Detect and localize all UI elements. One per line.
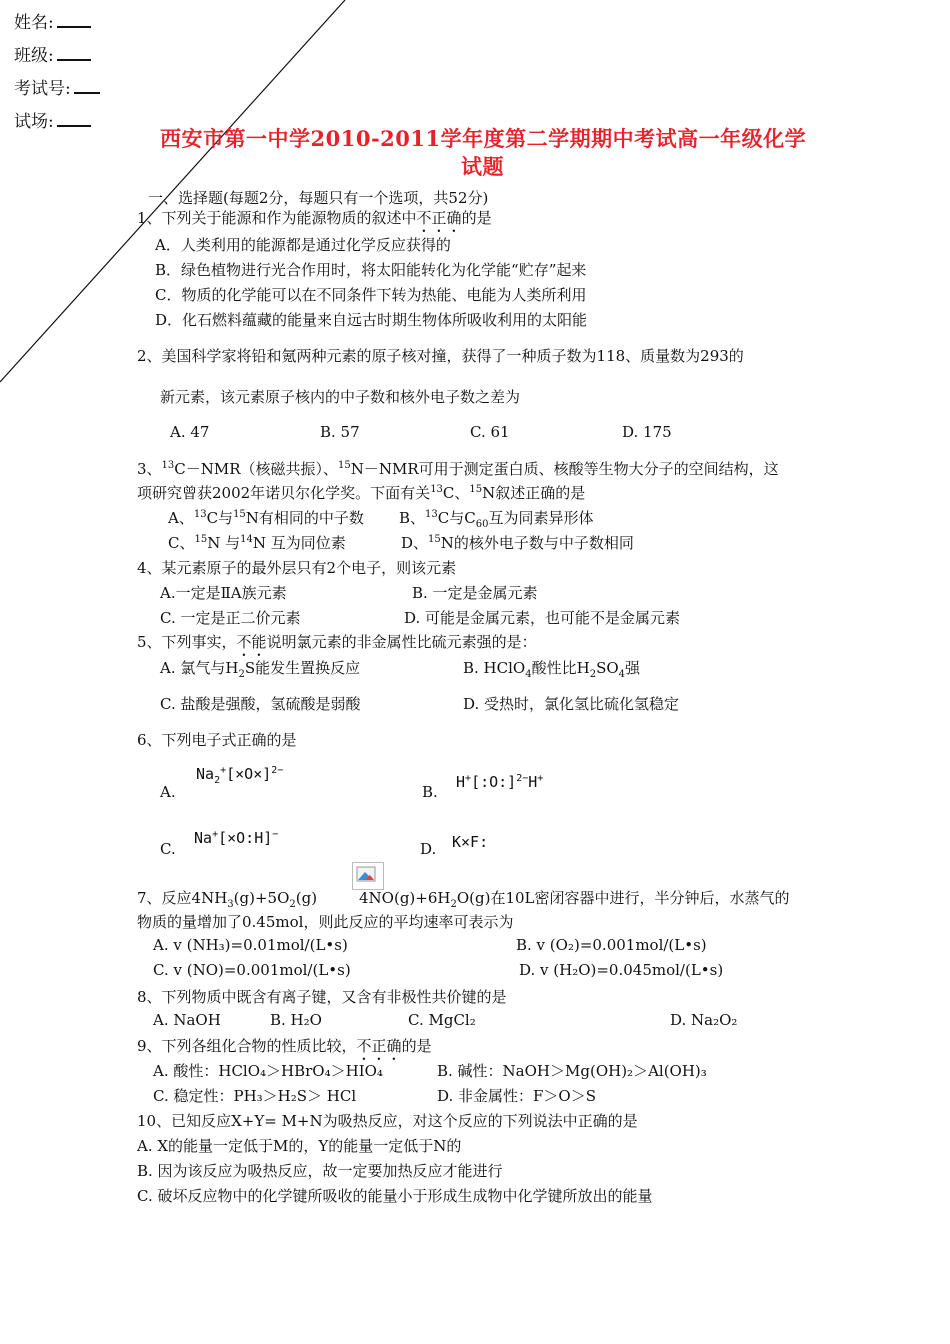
exam-no-field bbox=[14, 74, 100, 99]
section-heading: 一、选择题(每题2分，每题只有一个选项，共52分) bbox=[148, 189, 489, 207]
class-blank[interactable] bbox=[57, 45, 91, 61]
q5-stem: 5、下列事实，不能说明氯元素的非金属性比硫元素强的是： bbox=[137, 633, 537, 651]
q3-stem-line2: 项研究曾获2002年诺贝尔化学奖。下面有关$^{13}$C、$^{15}$N叙述正确的是 bbox=[137, 484, 586, 502]
page-title: 西安市第一中学2010-2011学年度第二学期期中考试高一年级化学 bbox=[160, 126, 807, 151]
q5-option-a[interactable]: A. 氯气与$H_2S$能发生置换反应 bbox=[160, 659, 361, 680]
q4-option-b[interactable]: B. 一定是金属元素 bbox=[412, 584, 538, 602]
q1-option-d[interactable]: D．化石燃料蕴藏的能量来自远古时期生物体所吸收利用的太阳能 bbox=[155, 311, 588, 329]
q9-stem: 9、下列各组化合物的性质比较，不正确的是 bbox=[137, 1037, 432, 1055]
name-blank[interactable] bbox=[57, 12, 91, 28]
q8-option-c[interactable]: C. MgCl₂ bbox=[408, 1011, 476, 1029]
q9-option-b[interactable]: B. 碱性：NaOH＞Mg(OH)₂＞Al(OH)₃ bbox=[437, 1062, 707, 1080]
q3-option-b[interactable]: B、$^{13}$C与$C_{60}$互为同素异形体 bbox=[399, 509, 594, 530]
q6-option-a[interactable]: A. bbox=[160, 783, 176, 801]
q7-stem: 7、反应$4NH_3(g)+5O_2(g)$ bbox=[137, 889, 318, 910]
q4-stem: 4、某元素原子的最外层只有2个电子，则该元素 bbox=[137, 559, 457, 577]
missing-image-icon bbox=[352, 862, 384, 890]
q7-option-a[interactable]: A. v (NH₃)=0.01mol/(L•s) bbox=[153, 936, 348, 954]
q1-option-b[interactable]: B．绿色植物进行光合作用时，将太阳能转化为化学能“贮存”起来 bbox=[155, 261, 587, 279]
electron-formula-a: $Na_2^+[\times O\times]^{2-}$ bbox=[196, 765, 284, 786]
q10-option-c[interactable]: C. 破坏反应物中的化学键所吸收的能量小于形成生成物中化学键所放出的能量 bbox=[137, 1187, 653, 1205]
q5-option-b[interactable]: B. HClO$_4$酸性比$H_2SO_4$强 bbox=[463, 659, 641, 680]
exam-no-label: 考试号: bbox=[14, 79, 71, 99]
q9-option-a[interactable]: A. 酸性：HClO₄＞HBrO₄＞HIO₄ bbox=[153, 1062, 383, 1080]
q2-stem-line2: 新元素，该元素原子核内的中子数和核外电子数之差为 bbox=[160, 388, 521, 406]
q7-option-d[interactable]: D. v (H₂O)=0.045mol/(L•s) bbox=[519, 961, 724, 979]
page-title-line2: 试题 bbox=[461, 154, 504, 179]
q2-stem: 2、美国科学家将铅和氪两种元素的原子核对撞，获得了一种质子数为118、质量数为293的 bbox=[137, 347, 744, 365]
q9-option-d[interactable]: D. 非金属性：F＞O＞S bbox=[437, 1087, 597, 1105]
name-field bbox=[14, 8, 91, 33]
q5-option-d[interactable]: D. 受热时，氯化氢比硫化氢稳定 bbox=[463, 695, 680, 713]
q7-option-c[interactable]: C. v (NO)=0.001mol/(L•s) bbox=[153, 961, 351, 979]
q6-stem: 6、下列电子式正确的是 bbox=[137, 731, 297, 749]
q7-stem-cont: $4NO(g)+6H_2O(g)$在10L密闭容器中进行，半分钟后，水蒸气的 bbox=[359, 889, 790, 910]
emphasis-text: 不正确 bbox=[416, 209, 462, 227]
q1-option-a[interactable]: A．人类利用的能源都是通过化学反应获得的 bbox=[155, 236, 451, 254]
electron-formula-d: K×F: bbox=[452, 833, 489, 851]
q8-option-a[interactable]: A. NaOH bbox=[153, 1011, 221, 1029]
q6-option-d[interactable]: D. bbox=[420, 840, 437, 858]
exam-no-blank[interactable] bbox=[74, 78, 100, 94]
q8-stem: 8、下列物质中既含有离子键，又含有非极性共价键的是 bbox=[137, 988, 507, 1006]
q10-option-b[interactable]: B. 因为该反应为吸热反应，故一定要加热反应才能进行 bbox=[137, 1162, 503, 1180]
q2-option-a[interactable]: A. 47 bbox=[170, 423, 210, 441]
room-label: 试场: bbox=[14, 112, 54, 132]
class-label: 班级: bbox=[14, 46, 54, 66]
q1-option-c[interactable]: C．物质的化学能可以在不同条件下转为热能、电能为人类所利用 bbox=[155, 286, 587, 304]
emphasis-text: 不能 bbox=[236, 633, 267, 651]
q5-option-c[interactable]: C. 盐酸是强酸，氢硫酸是弱酸 bbox=[160, 695, 361, 713]
room-field bbox=[14, 107, 91, 132]
q7-option-b[interactable]: B. v (O₂)=0.001mol/(L•s) bbox=[516, 936, 707, 954]
q10-option-a[interactable]: A. X的能量一定低于M的，Y的能量一定低于N的 bbox=[137, 1137, 462, 1155]
q2-option-d[interactable]: D. 175 bbox=[622, 423, 672, 441]
q10-stem: 10、已知反应X+Y= M+N为吸热反应，对这个反应的下列说法中正确的是 bbox=[137, 1112, 638, 1130]
q3-option-a[interactable]: A、$^{13}$C与$^{15}$N有相同的中子数 bbox=[168, 509, 364, 527]
class-field bbox=[14, 41, 91, 66]
q3-option-d[interactable]: D、$^{15}$N的核外电子数与中子数相同 bbox=[401, 534, 634, 552]
q2-option-c[interactable]: C. 61 bbox=[470, 423, 510, 441]
q8-option-d[interactable]: D. Na₂O₂ bbox=[670, 1011, 738, 1029]
emphasis-text: 不正确 bbox=[356, 1037, 402, 1055]
q4-option-d[interactable]: D. 可能是金属元素，也可能不是金属元素 bbox=[404, 609, 681, 627]
electron-formula-b: H+[:O:]$^{2-}$H+ bbox=[456, 773, 544, 791]
q6-option-c[interactable]: C. bbox=[160, 840, 176, 858]
name-label: 姓名: bbox=[14, 13, 54, 33]
room-blank[interactable] bbox=[57, 111, 91, 127]
q8-option-b[interactable]: B. H₂O bbox=[270, 1011, 322, 1029]
q4-option-a[interactable]: A.一定是ⅡA族元素 bbox=[160, 584, 287, 602]
q3-option-c[interactable]: C、$^{15}$N 与$^{14}$N 互为同位素 bbox=[168, 534, 346, 552]
q2-option-b[interactable]: B. 57 bbox=[320, 423, 360, 441]
q1-stem: 1、下列关于能源和作为能源物质的叙述中不正确的是 bbox=[137, 209, 492, 227]
q3-stem: 3、$^{13}$C－NMR（核磁共振）、$^{15}$N－NMR可用于测定蛋白质、核酸等生物大分子的空间结构，这 bbox=[137, 460, 779, 478]
q7-stem-line2: 物质的量增加了0.45mol，则此反应的平均速率可表示为 bbox=[137, 913, 514, 931]
q6-option-b[interactable]: B. bbox=[422, 783, 438, 801]
q9-option-c[interactable]: C. 稳定性：PH₃＞H₂S＞ HCl bbox=[153, 1087, 357, 1105]
q4-option-c[interactable]: C. 一定是正二价元素 bbox=[160, 609, 301, 627]
electron-formula-c: Na+[×O:H]− bbox=[194, 829, 279, 847]
